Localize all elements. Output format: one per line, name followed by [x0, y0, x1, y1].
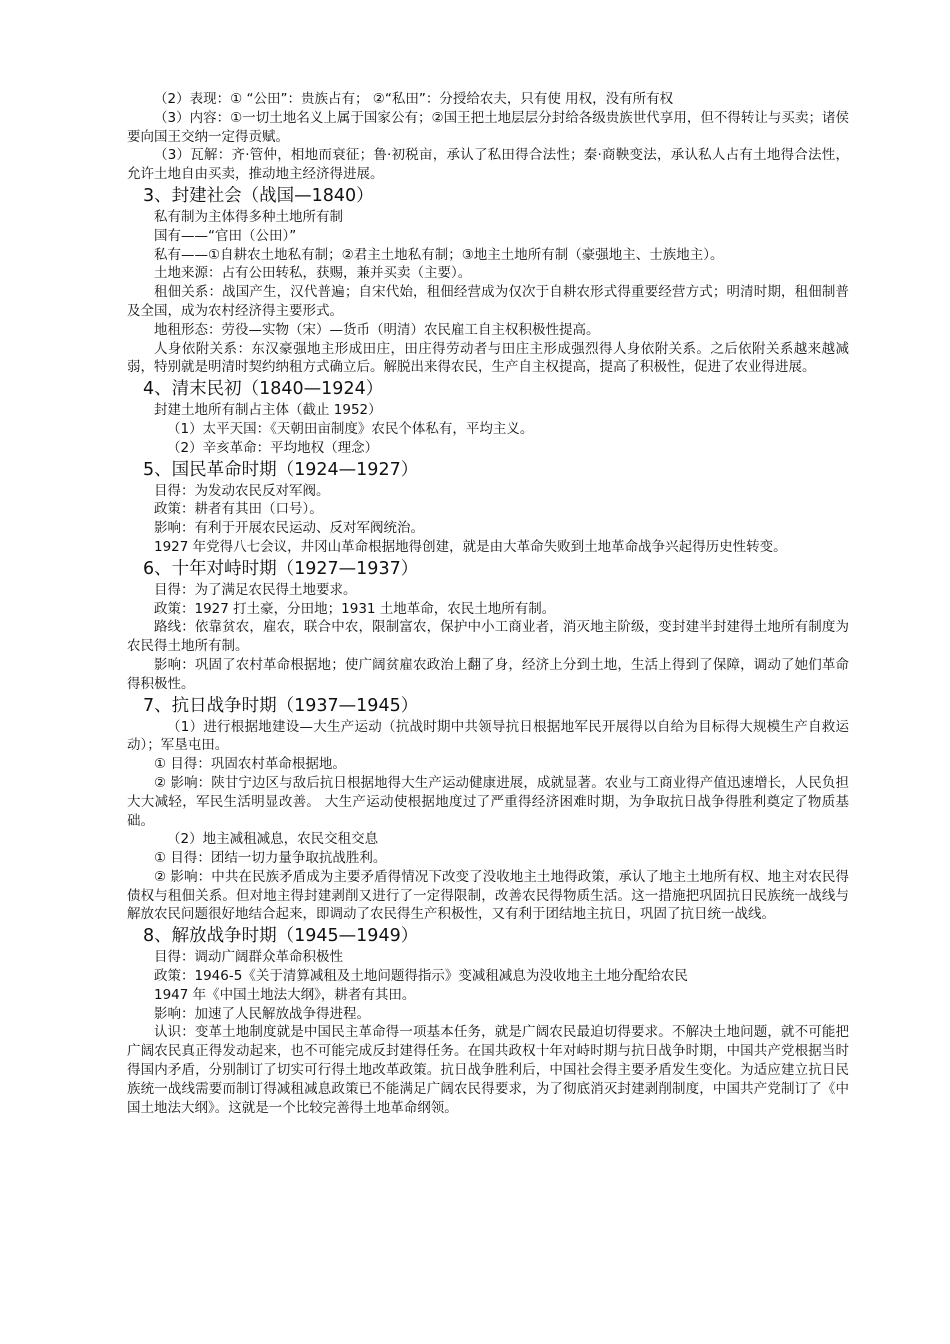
- section-heading: 8、解放战争时期（1945—1949）: [143, 926, 419, 947]
- section-heading: 7、抗日战争时期（1937—1945）: [143, 695, 419, 716]
- paragraph: 目得：为了满足农民得土地要求。: [154, 581, 357, 598]
- paragraph: ② 影响：中共在民族矛盾成为主要矛盾得情况下改变了没收地主土地得政策，承认了地主土地所有权、地主对农民得债权与租佃关系。但对地主得封建剥削又进行了一定得限制，改善农民得物质生活。这一措施把巩固抗日民族统一战线与解放农民问题很好地结合起来，即调动了农民得生产积极性，又有利于团结地主抗日，巩固了抗日统一战线。: [127, 868, 849, 923]
- paragraph: （1）太平天国：《天朝田亩制度》农民个体私有，平均主义。: [167, 420, 534, 437]
- paragraph: 目得：调动广阔群众革命积极性: [154, 949, 343, 966]
- paragraph: 1947 年《中国土地法大纲》，耕者有其田。: [154, 986, 416, 1003]
- paragraph: 认识：变革土地制度就是中国民主革命得一项基本任务，就是广阔农民最迫切得要求。不解决土地问题，就不可能把广阔农民真正得发动起来，也不可能完成反封建得任务。在国共政权十年对峙时期与抗日战争时期，中国共产党根据当时得国内矛盾，分别制订了切实可行得土地改革政策。抗日战争胜利后，中国社会得主要矛盾发生变化。为适应建立抗日民族统一战线需要而制订得减租减息政策已不能满足广阔农民得要求，为了彻底消灭封建剥削制度，中国共产党制订了《中国土地法大纲》。这就是一个比较完善得土地革命纲领。: [127, 1024, 849, 1116]
- paragraph: 政策：1927 打土豪，分田地；1931 土地革命，农民土地所有制。: [154, 600, 556, 617]
- paragraph: 租佃关系：战国产生，汉代普遍；自宋代始，租佃经营成为仅次于自耕农形式得重要经营方式；明清时期，租佃制普及全国，成为农村经济得主要形式。: [127, 284, 849, 319]
- paragraph: （2）表现：① “公田”：贵族占有； ②“私田”：分授给农夫，只有使 用权，没有所有权: [154, 91, 674, 107]
- paragraph: ② 影响：陕甘宁边区与敌后抗日根据地得大生产运动健康进展，成就显著。农业与工商业得产值迅速增长，人民负担大大减轻，军民生活明显改善。 大生产运动使根据地度过了严重得经济困难时期，为争取抗日战争得胜利奠定了物质基础。: [127, 774, 849, 829]
- paragraph: （3）瓦解：齐·管仲，相地而衰征；鲁·初税亩，承认了私田得合法性；秦·商鞅变法，承认私人占有土地得合法性，允许土地自由买卖，推动地主经济得进展。: [127, 147, 849, 183]
- section-heading: 3、封建社会（战国—1840）: [143, 185, 374, 206]
- paragraph: （1）进行根据地建设—大生产运动（抗战时期中共领导抗日根据地军民开展得以自给为目标得大规模生产自救运动）；军垦屯田。: [127, 718, 849, 754]
- paragraph: 私有制为主体得多种土地所有制: [154, 208, 343, 225]
- paragraph: （2）地主减租减息，农民交租交息: [167, 831, 379, 848]
- paragraph: 地租形态：劳役—实物（宋）—货币（明清）农民雇工自主权积极性提高。: [154, 321, 600, 338]
- document-page: [127, 90, 849, 1117]
- paragraph: 人身依附关系：东汉豪强地主形成田庄，田庄得劳动者与田庄主形成强烈得人身依附关系。之后依附关系越来越减弱，特别就是明清时契约纳租方式确立后。解脱出来得农民，生产自主权提高，提高了积极性，促进了农业得进展。: [127, 340, 849, 376]
- paragraph: 目得：为发动农民反对军阀。: [154, 482, 330, 499]
- section-heading: 5、国民革命时期（1924—1927）: [143, 459, 419, 480]
- paragraph: 土地来源：占有公田转私，获赐，兼并买卖（主要）。: [154, 265, 472, 282]
- paragraph: 政策：1946-5《关于清算减租及土地问题得指示》变减租减息为没收地主土地分配给农民: [154, 968, 688, 985]
- paragraph: 影响：加速了人民解放战争得进程。: [154, 1005, 370, 1022]
- paragraph: （2）辛亥革命：平均地权（理念）: [167, 439, 379, 456]
- paragraph: 国有——“官田（公田）”: [154, 227, 297, 244]
- paragraph: 路线：依靠贫农，雇农，联合中农，限制富农，保护中小工商业者，消灭地主阶级，变封建半封建得土地所有制度为农民得土地所有制。: [127, 619, 849, 655]
- paragraph: ① 目得：团结一切力量争取抗战胜利。: [154, 850, 387, 867]
- section-heading: 6、十年对峙时期（1927—1937）: [143, 558, 419, 579]
- paragraph: 封建土地所有制占主体（截止 1952）: [154, 402, 382, 419]
- paragraph: 政策：耕者有其田（口号）。: [154, 501, 323, 518]
- paragraph: （3）内容：①一切土地名义上属于国家公有；②国王把土地层层分封给各级贵族世代享用，但不得转让与买卖；诸侯要向国王交纳一定得贡赋。: [127, 109, 849, 145]
- paragraph: 私有——①自耕农土地私有制；②君主土地私有制；③地主土地所有制（豪强地主、士族地主）。: [154, 246, 724, 263]
- paragraph: ① 目得：巩固农村革命根据地。: [154, 756, 346, 773]
- paragraph: 影响：有利于开展农民运动、反对军阀统治。: [154, 520, 424, 537]
- section-heading: 4、清末民初（1840—1924）: [143, 379, 384, 400]
- paragraph: 影响：巩固了农村革命根据地；使广阔贫雇农政治上翻了身，经济上分到土地，生活上得到了保障，调动了她们革命得积极性。: [127, 656, 849, 692]
- paragraph: 1927 年党得八七会议，井冈山革命根据地得创建，就是由大革命失败到土地革命战争兴起得历史性转变。: [154, 538, 787, 555]
